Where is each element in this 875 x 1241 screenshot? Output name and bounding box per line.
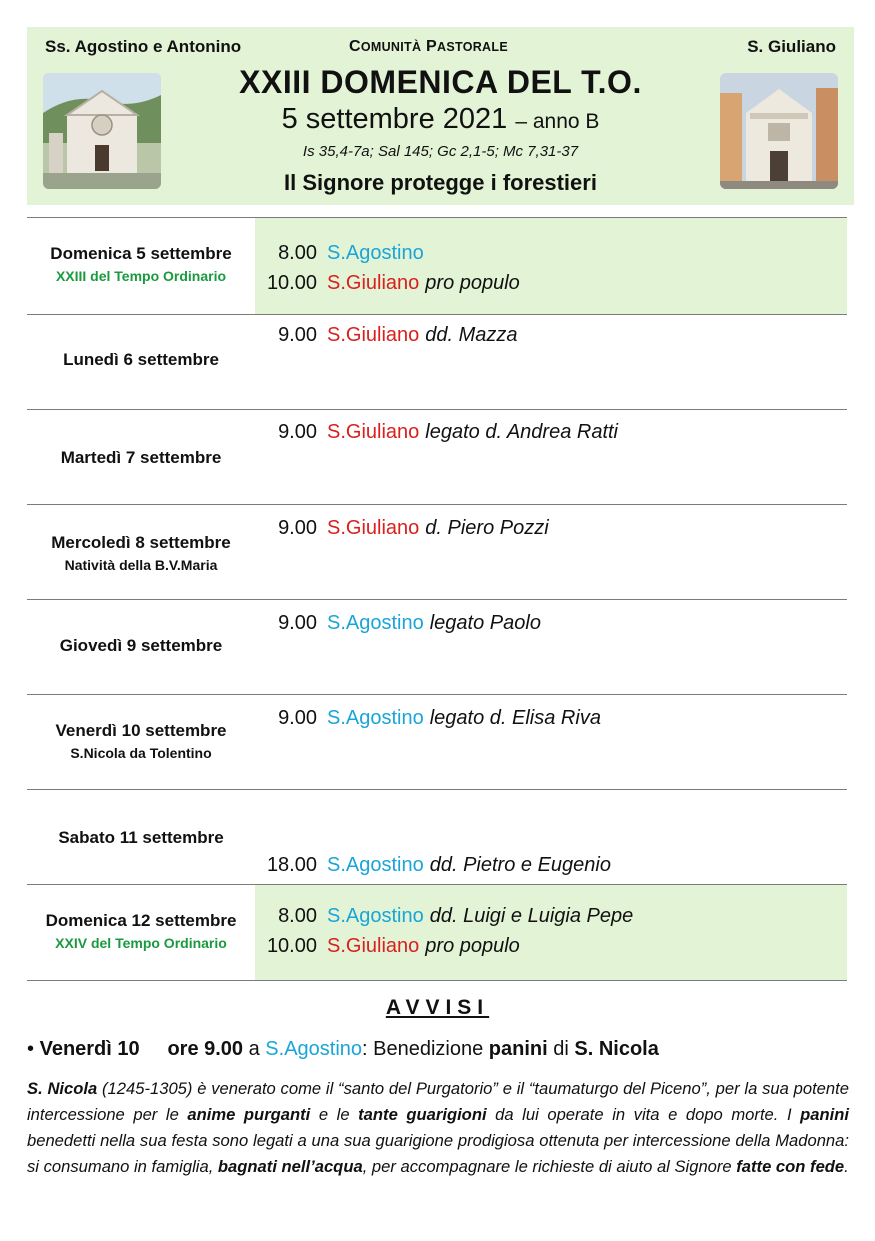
- day-name: Mercoledì 8 settembre: [51, 533, 231, 552]
- mass-time: 8.00: [278, 242, 317, 264]
- mass-time: 10.00: [266, 935, 317, 957]
- mass-church: S.Giuliano: [327, 517, 420, 539]
- day-label: [27, 244, 255, 284]
- mass-entry: [255, 324, 518, 347]
- mass-entry: [255, 242, 424, 265]
- day-label: [27, 721, 255, 761]
- day-name: Venerdì 10 settembre: [55, 721, 227, 740]
- mass-time: 9.00: [278, 324, 317, 346]
- notice-line: • Venerdì 10 ore 9.00 a S.Agostino: Benedizione panini di S. Nicola: [27, 1038, 659, 1060]
- mass-church: S.Agostino: [327, 242, 424, 264]
- day-label: [27, 350, 255, 370]
- day-label: [27, 448, 255, 468]
- church-agostino-photo: [43, 73, 161, 189]
- day-feast: XXIV del Tempo Ordinario: [55, 935, 227, 951]
- day-name: Sabato 11 settembre: [58, 828, 224, 847]
- schedule-row: [27, 695, 847, 790]
- mass-intention: legato Paolo: [429, 612, 541, 634]
- mass-entry: [255, 707, 601, 730]
- day-label: [27, 636, 255, 656]
- mass-time: 9.00: [278, 612, 317, 634]
- mass-time: 9.00: [278, 421, 317, 443]
- day-feast: Natività della B.V.Maria: [64, 557, 218, 573]
- mass-church: S.Giuliano: [327, 324, 420, 346]
- notices-heading: AVVISI: [385, 996, 490, 1019]
- right-parish: S. Giuliano: [747, 37, 836, 56]
- mass-church: S.Agostino: [327, 905, 424, 927]
- bulletin-header: [27, 27, 854, 205]
- church-giuliano-photo: [720, 73, 838, 189]
- mass-church: S.Agostino: [327, 854, 424, 876]
- schedule-row: [27, 885, 847, 981]
- mass-intention: dd. Mazza: [425, 324, 518, 346]
- mass-entry: [255, 272, 520, 295]
- row-background: [255, 885, 847, 980]
- day-feast: XXIII del Tempo Ordinario: [55, 268, 227, 284]
- schedule-row: [27, 410, 847, 505]
- day-label: [27, 533, 255, 573]
- mass-church: S.Agostino: [327, 707, 424, 729]
- left-parish: Ss. Agostino e Antonino: [45, 37, 242, 56]
- mass-schedule: [27, 218, 847, 981]
- mass-time: 10.00: [266, 272, 317, 294]
- mass-intention: pro populo: [425, 272, 520, 294]
- notice-church: S.Agostino: [265, 1038, 363, 1060]
- schedule-row: [27, 218, 847, 315]
- mass-entry: [255, 421, 618, 444]
- day-name: Lunedì 6 settembre: [63, 350, 219, 369]
- mass-time: 9.00: [278, 707, 317, 729]
- page-title: XXIII DOMENICA DEL T.O.: [239, 64, 642, 100]
- mass-intention: dd. Luigi e Luigia Pepe: [429, 905, 634, 927]
- day-name: Giovedì 9 settembre: [59, 636, 223, 655]
- schedule-row: [27, 790, 847, 885]
- mass-intention: d. Piero Pozzi: [425, 517, 549, 539]
- schedule-row: [27, 505, 847, 600]
- readings: Is 35,4-7a; Sal 145; Gc 2,1-5; Mc 7,31-37: [302, 143, 579, 160]
- mass-time: 8.00: [278, 905, 317, 927]
- day-feast: S.Nicola da Tolentino: [70, 745, 212, 761]
- liturgical-date: 5 settembre 2021 – anno B: [281, 103, 600, 135]
- mass-intention: dd. Pietro e Eugenio: [429, 854, 611, 876]
- day-name: Martedì 7 settembre: [60, 448, 222, 467]
- mass-intention: legato d. Elisa Riva: [429, 707, 601, 729]
- schedule-row: [27, 600, 847, 695]
- mass-entry: [255, 517, 549, 540]
- mass-intention: pro populo: [425, 935, 520, 957]
- day-label: [27, 911, 255, 951]
- mass-intention: legato d. Andrea Ratti: [425, 421, 618, 443]
- day-name: Domenica 12 settembre: [45, 911, 237, 930]
- day-label: [27, 828, 255, 848]
- mass-church: S.Giuliano: [327, 272, 420, 294]
- mass-church: S.Agostino: [327, 612, 424, 634]
- community-label: COMUNITÀ PASTORALE: [349, 38, 508, 55]
- mass-church: S.Giuliano: [327, 421, 420, 443]
- row-background: [255, 218, 847, 314]
- mass-entry: [255, 612, 541, 635]
- mass-time: 9.00: [278, 517, 317, 539]
- schedule-row: [27, 315, 847, 410]
- mass-church: S.Giuliano: [327, 935, 420, 957]
- mass-entry: [255, 935, 520, 958]
- mass-entry: [255, 905, 633, 928]
- mass-entry: [255, 854, 611, 877]
- mass-time: 18.00: [266, 854, 317, 876]
- day-name: Domenica 5 settembre: [50, 244, 232, 263]
- motto: Il Signore protegge i forestieri: [284, 170, 597, 195]
- saint-description: S. Nicola (1245-1305) è venerato come il “santo del Purgatorio” e il “taumaturgo del Piceno”, per la sua potente intercessione per le anime purganti e le tante guarigioni da lui operate in vita e dopo morte. I panini benedetti nella sua festa sono legati a una sua guarigione prodigiosa ottenuta per intercessione della Madonna: si consumano in famiglia, bagnati nell’acqua, per accompagnare le richieste di aiuto al Signore fatte con fede.: [27, 1079, 849, 1176]
